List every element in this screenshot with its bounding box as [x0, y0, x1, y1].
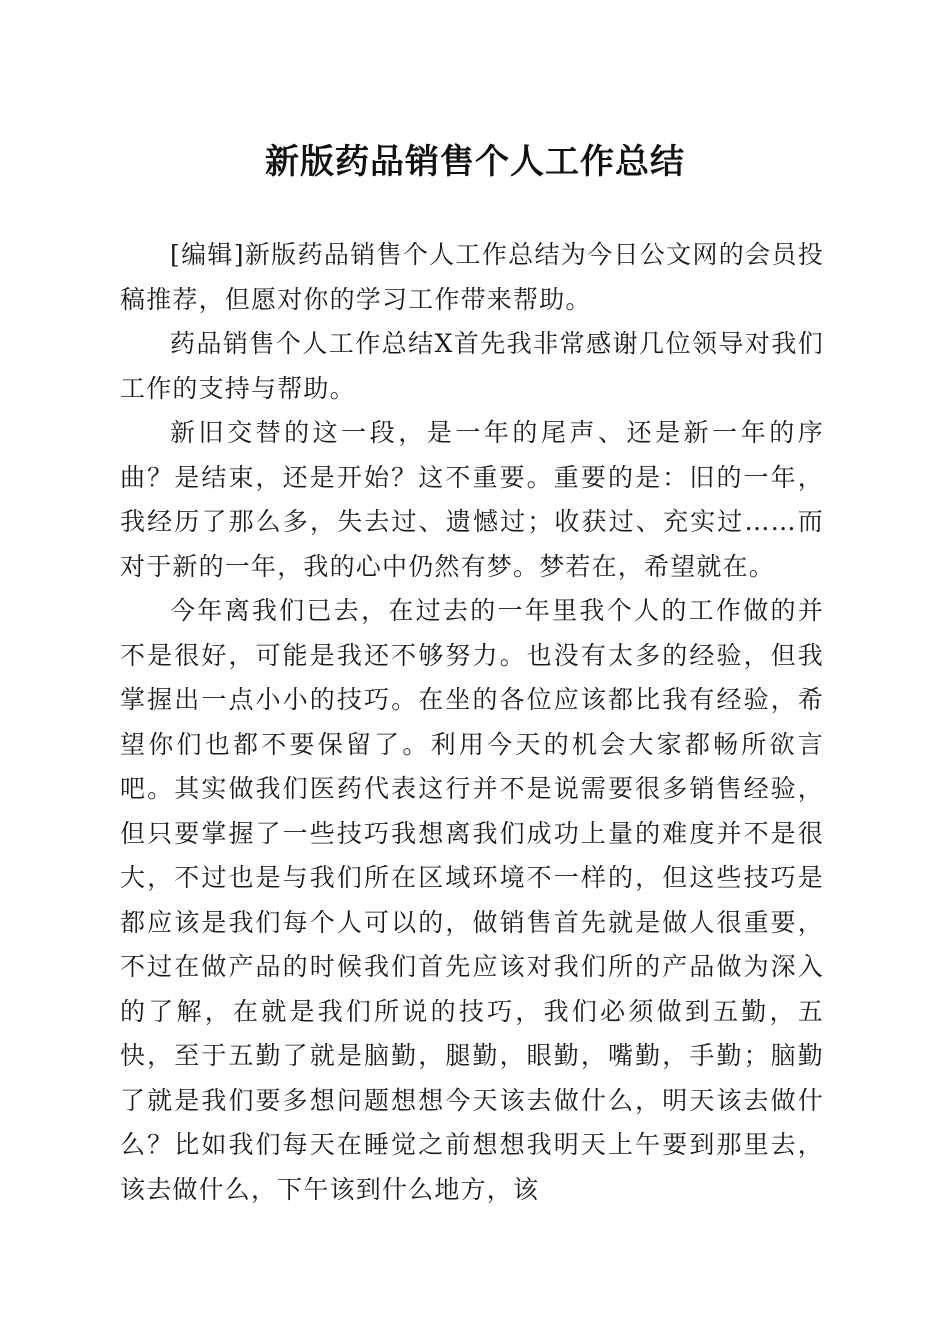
document-title: 新版药品销售个人工作总结	[265, 142, 685, 182]
paragraph-new-year: 新旧交替的这一段，是一年的尾声、还是新一年的序曲？是结束，还是开始？这不重要。重要的是：旧的一年，我经历了那么多，失去过、遗憾过；收获过、充实过……而对于新的一年，我的心中仍然有梦。梦若在，希望就在。	[120, 418, 824, 581]
paragraph-review: 今年离我们已去，在过去的一年里我个人的工作做的并不是很好，可能是我还不够努力。也没有太多的经验，但我掌握出一点小小的技巧。在坐的各位应该都比我有经验，希望你们也都不要保留了。利用今天的机会大家都畅所欲言吧。其实做我们医药代表这行并不是说需要很多销售经验，但只要掌握了一些技巧我想离我们成功上量的难度并不是很大，不过也是与我们所在区域环境不一样的，但这些技巧是都应该是我们每个人可以的，做销售首先就是做人很重要，不过在做产品的时候我们首先应该对我们所的产品做为深入的了解，在就是我们所说的技巧，我们必须做到五勤，五快，至于五勤了就是脑勤，腿勤，眼勤，嘴勤，手勤；脑勤了就是我们要多想问题想想今天该去做什么，明天该去做什么？比如我们每天在睡觉之前想想我明天上午要到那里去，该去做什么，下午该到什么地方，该	[120, 596, 824, 1204]
document-body	[120, 233, 824, 1212]
paragraph-thanks: 药品销售个人工作总结X首先我非常感谢几位领导对我们工作的支持与帮助。	[120, 329, 824, 403]
paragraph-editor-note: [编辑]新版药品销售个人工作总结为今日公文网的会员投稿推荐，但愿对你的学习工作带来帮助。	[120, 240, 824, 314]
